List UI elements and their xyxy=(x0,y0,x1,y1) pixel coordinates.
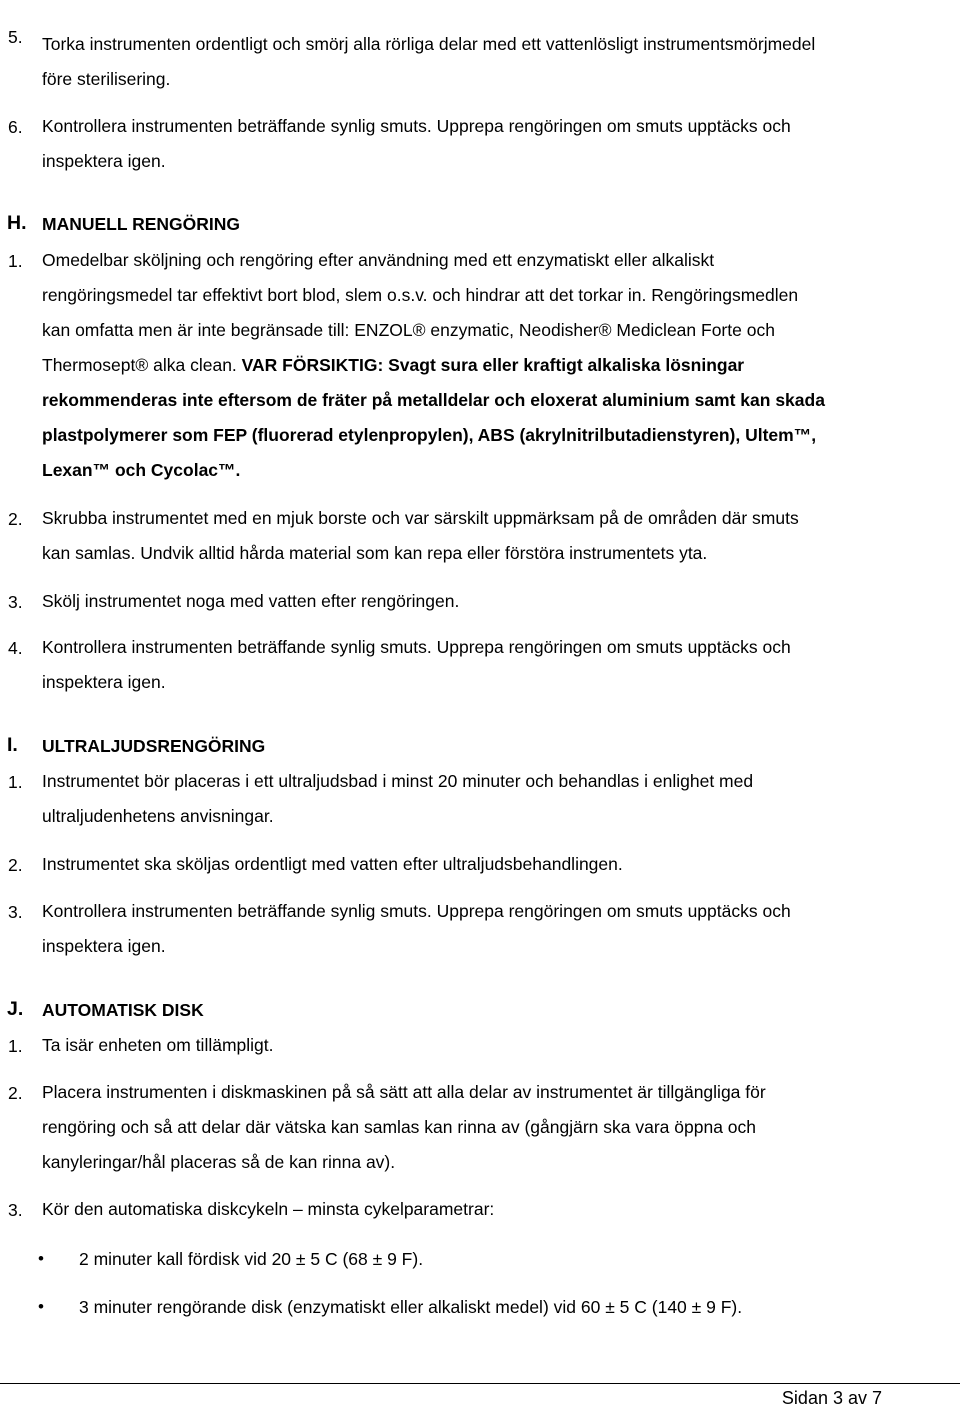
step-text-line: Kontrollera instrumenten beträffande synlig smuts. Upprepa rengöringen om smuts upptäcks och xyxy=(42,901,791,921)
step-text-line: Kontrollera instrumenten beträffande synlig smuts. Upprepa rengöringen om smuts upptäcks och xyxy=(42,116,791,136)
step-number: 2. xyxy=(8,855,23,875)
section-letter: J. xyxy=(7,998,24,1020)
step-number: 1. xyxy=(8,251,23,271)
step-text-line: Placera instrumenten i diskmaskinen på så sätt att alla delar av instrumentet är tillgängliga för xyxy=(42,1082,766,1102)
step-number: 1. xyxy=(8,1036,23,1056)
step-text-line: ultraljudenhetens anvisningar. xyxy=(42,806,274,826)
step-text-line: kan omfatta men är inte begränsade till: ENZOL® enzymatic, Neodisher® Mediclean Forte och xyxy=(42,320,775,340)
step-number: 1. xyxy=(8,772,23,792)
section-letter: I. xyxy=(7,734,18,756)
step-text-line: inspektera igen. xyxy=(42,672,166,692)
step-text-line: Torka instrumenten ordentligt och smörj alla rörliga delar med ett vattenlösligt instrumentsmörjmedel xyxy=(42,34,816,54)
step-number: 3. xyxy=(8,1200,23,1220)
section-title: AUTOMATISK DISK xyxy=(42,1000,204,1020)
step-text-line: Instrumentet ska sköljas ordentligt med vatten efter ultraljudsbehandlingen. xyxy=(42,854,623,874)
step-text-line: inspektera igen. xyxy=(42,936,166,956)
step-text-line: före sterilisering. xyxy=(42,69,171,89)
step-number: 5. xyxy=(8,27,23,47)
step-text-line: Kontrollera instrumenten beträffande synlig smuts. Upprepa rengöringen om smuts upptäcks och xyxy=(42,637,791,657)
step-text-line: rengöring och så att delar där vätska kan samlas kan rinna av (gångjärn ska vara öppna och xyxy=(42,1117,757,1137)
caution-text: VAR FÖRSIKTIG: Svagt sura eller kraftigt alkaliska lösningar xyxy=(241,355,745,375)
step-text-line: Ta isär enheten om tillämpligt. xyxy=(42,1035,274,1055)
footer-divider xyxy=(0,1383,960,1384)
bullet-text: 2 minuter kall fördisk vid 20 ± 5 C (68 ± 9 F). xyxy=(79,1249,424,1269)
caution-text: Lexan™ och Cycolac™. xyxy=(42,460,241,480)
caution-text: plastpolymerer som FEP (fluorerad etylenpropylen), ABS (akrylnitrilbutadienstyren), Ultem™, xyxy=(42,425,817,445)
step-text-line: Kör den automatiska diskcykeln – minsta cykelparametrar: xyxy=(42,1199,495,1219)
section-title: MANUELL RENGÖRING xyxy=(42,214,241,234)
step-number: 2. xyxy=(8,1083,23,1103)
step-number: 6. xyxy=(8,117,23,137)
step-text-line: kan samlas. Undvik alltid hårda material som kan repa eller förstöra instrumentets yta. xyxy=(42,543,708,563)
step-number: 3. xyxy=(8,592,23,612)
bullet-icon: • xyxy=(38,1297,44,1316)
page-number: Sidan 3 av 7 xyxy=(781,1388,882,1408)
step-text-line: Omedelbar sköljning och rengöring efter användning med ett enzymatiskt eller alkaliskt xyxy=(42,250,715,270)
step-text-line: Instrumentet bör placeras i ett ultraljudsbad i minst 20 minuter och behandlas i enlighet med xyxy=(42,771,754,791)
step-number: 2. xyxy=(8,509,23,529)
bullet-text: 3 minuter rengörande disk (enzymatiskt eller alkaliskt medel) vid 60 ± 5 C (140 ± 9 F). xyxy=(79,1297,743,1317)
section-letter: H. xyxy=(7,212,27,234)
step-number: 3. xyxy=(8,902,23,922)
step-text-line: rengöringsmedel tar effektivt bort blod, slem o.s.v. och hindrar att det torkar in. Rengöringsmedlen xyxy=(42,285,799,305)
step-text-line: Skölj instrumentet noga med vatten efter rengöringen. xyxy=(42,591,460,611)
step-text-line: kanyleringar/hål placeras så de kan rinna av). xyxy=(42,1152,396,1172)
section-title: ULTRALJUDSRENGÖRING xyxy=(42,736,266,756)
bullet-icon: • xyxy=(38,1249,44,1268)
caution-text: rekommenderas inte eftersom de fräter på metalldelar och eloxerat aluminium samt kan skada xyxy=(42,390,825,410)
step-text-line: inspektera igen. xyxy=(42,151,166,171)
step-text-line: Skrubba instrumentet med en mjuk borste och var särskilt uppmärksam på de områden där smuts xyxy=(42,508,799,528)
step-number: 4. xyxy=(8,638,23,658)
step-text-line: Thermosept® alka clean. xyxy=(42,355,242,375)
